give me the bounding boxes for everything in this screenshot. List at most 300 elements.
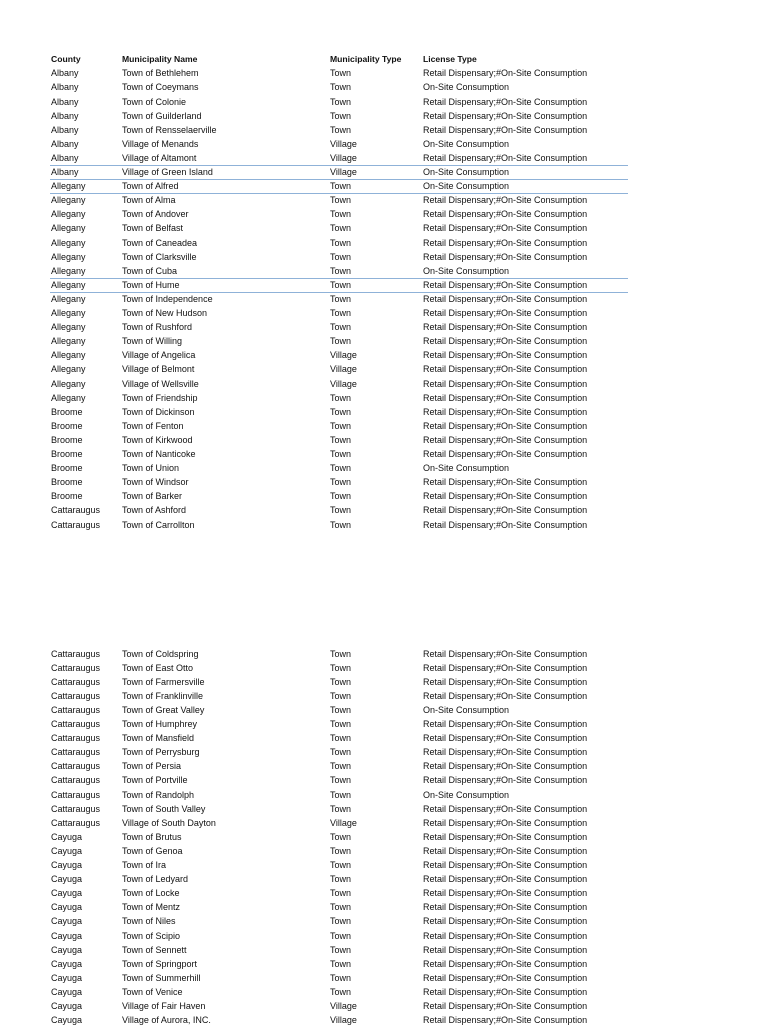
municipality-name-cell: Town of Hume [122, 279, 180, 290]
license-type-cell: Retail Dispensary;#On-Site Consumption [423, 237, 588, 248]
municipality-type-cell: Town [330, 392, 352, 403]
county-cell: Albany [51, 82, 79, 93]
license-type-cell: Retail Dispensary;#On-Site Consumption [423, 308, 588, 318]
municipality-name-cell: Town of Scipio [122, 930, 181, 941]
municipality-name-cell: Town of Venice [122, 986, 183, 997]
municipality-type-cell: Town [330, 293, 352, 304]
table-row [50, 250, 628, 264]
table-row [50, 207, 628, 221]
municipality-name-cell: Town of South Valley [122, 803, 206, 814]
table-row [50, 348, 628, 362]
municipality-type-cell: Town [330, 406, 352, 417]
county-cell: Allegany [51, 293, 86, 304]
license-type-cell: Retail Dispensary;#On-Site Consumption [423, 860, 588, 870]
municipality-type-cell: Town [330, 930, 352, 941]
license-type-cell: Retail Dispensary;#On-Site Consumption [423, 152, 588, 163]
county-cell: Broome [51, 463, 83, 474]
municipality-name-cell: Town of Randolph [122, 789, 195, 800]
municipality-name-cell: Town of Perrysburg [122, 747, 200, 758]
municipality-type-cell: Town [330, 223, 352, 234]
license-type-cell: On-Site Consumption [423, 167, 510, 177]
table-row [50, 773, 628, 787]
license-type-cell: Retail Dispensary;#On-Site Consumption [423, 690, 588, 701]
county-cell: Cayuga [51, 860, 83, 870]
municipality-type-cell: Town [330, 308, 352, 318]
municipality-type-cell: Town [330, 336, 352, 347]
municipality-name-cell: Town of Friendship [122, 392, 198, 403]
table-row [50, 518, 628, 532]
municipality-name-cell: Town of Portville [122, 775, 188, 786]
municipality-name-cell: Town of Colonie [122, 96, 187, 107]
county-cell: Cayuga [51, 1001, 83, 1011]
county-cell: Cayuga [51, 972, 83, 983]
license-type-cell: Retail Dispensary;#On-Site Consumption [423, 958, 588, 969]
municipality-type-cell: Town [330, 986, 352, 997]
municipality-name-cell: Town of Coldspring [122, 648, 199, 659]
municipality-name-cell: Town of Springport [122, 958, 198, 969]
license-type-cell: Retail Dispensary;#On-Site Consumption [423, 279, 588, 290]
table-row [50, 377, 628, 391]
table-row [50, 292, 628, 306]
municipality-type-cell: Town [330, 958, 352, 969]
municipality-name-cell: Town of Dickinson [122, 406, 195, 417]
municipality-name-cell: Town of Kirkwood [122, 434, 193, 445]
table-row [50, 689, 628, 703]
municipality-type-cell: Town [330, 902, 352, 913]
municipality-type-cell: Town [330, 761, 352, 772]
license-type-cell: Retail Dispensary;#On-Site Consumption [423, 96, 588, 107]
municipality-name-cell: Town of Brutus [122, 831, 182, 842]
license-type-cell: Retail Dispensary;#On-Site Consumption [423, 662, 588, 673]
county-cell: Allegany [51, 209, 86, 220]
municipality-name-cell: Town of Mansfield [122, 733, 195, 744]
county-cell: Allegany [51, 392, 86, 403]
municipality-type-cell: Town [330, 209, 352, 220]
county-cell: Cayuga [51, 1015, 83, 1026]
municipality-name-cell: Town of Ledyard [122, 874, 189, 885]
municipality-name-cell: Village of Fair Haven [122, 1001, 206, 1011]
table-row [50, 419, 628, 433]
county-cell: Allegany [51, 279, 86, 290]
municipality-name-cell: Town of Fenton [122, 420, 184, 431]
table-row [50, 123, 628, 137]
county-cell: Allegany [51, 336, 86, 347]
municipality-type-cell: Town [330, 110, 352, 121]
table-row [50, 362, 628, 376]
municipality-type-cell: Village [330, 350, 357, 361]
county-cell: Cattaraugus [51, 747, 101, 758]
municipality-type-cell: Town [330, 704, 352, 715]
municipality-name-cell: Town of Willing [122, 336, 183, 347]
municipality-type-cell: Town [330, 860, 352, 870]
table-row [50, 943, 628, 957]
license-type-cell: Retail Dispensary;#On-Site Consumption [423, 719, 588, 729]
table-row [50, 461, 628, 475]
license-type-cell: Retail Dispensary;#On-Site Consumption [423, 322, 588, 333]
table-row [50, 447, 628, 461]
municipality-name-cell: Town of Ashford [122, 505, 187, 516]
license-type-cell: On-Site Consumption [423, 789, 510, 800]
municipality-type-cell: Town [330, 463, 352, 474]
municipality-name-cell: Town of Persia [122, 761, 182, 772]
license-type-cell: Retail Dispensary;#On-Site Consumption [423, 874, 588, 885]
municipality-type-cell: Town [330, 420, 352, 431]
county-cell: Cattaraugus [51, 648, 101, 659]
license-type-cell: On-Site Consumption [423, 82, 510, 93]
municipality-name-cell: Town of East Otto [122, 662, 194, 673]
license-type-cell: Retail Dispensary;#On-Site Consumption [423, 831, 588, 842]
county-cell: Allegany [51, 350, 86, 361]
license-type-cell: Retail Dispensary;#On-Site Consumption [423, 747, 588, 758]
table-row [50, 165, 628, 180]
municipality-name-cell: Village of Green Island [122, 167, 213, 177]
municipality-type-cell: Village [330, 1001, 357, 1011]
county-cell: Allegany [51, 195, 86, 206]
table-row [50, 745, 628, 759]
municipality-type-cell: Village [330, 138, 357, 149]
license-type-cell: Retail Dispensary;#On-Site Consumption [423, 406, 588, 417]
municipality-type-cell: Village [330, 364, 357, 375]
table-row [50, 405, 628, 419]
county-cell: Albany [51, 124, 79, 135]
county-cell: Cattaraugus [51, 519, 101, 530]
table-row [50, 193, 628, 207]
table-row [50, 717, 628, 731]
municipality-name-cell: Town of Coeymans [122, 82, 199, 93]
license-type-cell: Retail Dispensary;#On-Site Consumption [423, 491, 588, 502]
table-row [50, 872, 628, 886]
license-type-cell: Retail Dispensary;#On-Site Consumption [423, 477, 588, 488]
municipality-type-cell: Town [330, 195, 352, 206]
table-row [50, 66, 628, 80]
table-row [50, 731, 628, 745]
municipality-name-cell: Town of Caneadea [122, 237, 198, 248]
municipality-type-cell: Town [330, 322, 352, 333]
county-cell: Broome [51, 406, 83, 417]
county-cell: Cattaraugus [51, 690, 101, 701]
municipality-type-cell: Village [330, 378, 357, 389]
municipality-name-cell: Town of Barker [122, 491, 183, 502]
header-county: County [51, 54, 81, 64]
municipality-type-cell: Town [330, 279, 352, 290]
license-type-cell: Retail Dispensary;#On-Site Consumption [423, 1001, 588, 1011]
license-type-cell: Retail Dispensary;#On-Site Consumption [423, 293, 588, 304]
license-type-cell: Retail Dispensary;#On-Site Consumption [423, 336, 588, 347]
header-municipality-name: Municipality Name [122, 54, 198, 64]
table-row [50, 475, 628, 489]
license-type-cell: Retail Dispensary;#On-Site Consumption [423, 648, 588, 659]
table-row [50, 703, 628, 717]
table-row [50, 816, 628, 830]
header-municipality-type: Municipality Type [330, 54, 402, 64]
table-row [50, 788, 628, 802]
county-cell: Cattaraugus [51, 761, 101, 772]
table-row [50, 391, 628, 405]
license-type-cell: Retail Dispensary;#On-Site Consumption [423, 392, 588, 403]
municipality-name-cell: Town of Rensselaerville [122, 124, 217, 135]
license-type-cell: Retail Dispensary;#On-Site Consumption [423, 449, 588, 459]
municipality-type-cell: Town [330, 96, 352, 107]
license-type-cell: On-Site Consumption [423, 265, 510, 276]
municipality-type-cell: Town [330, 831, 352, 842]
county-cell: Cayuga [51, 831, 83, 842]
municipality-type-cell: Town [330, 789, 352, 800]
license-type-cell: Retail Dispensary;#On-Site Consumption [423, 944, 588, 955]
license-type-cell: Retail Dispensary;#On-Site Consumption [423, 761, 588, 772]
license-type-cell: Retail Dispensary;#On-Site Consumption [423, 845, 588, 856]
municipality-name-cell: Town of Humphrey [122, 719, 198, 729]
county-cell: Allegany [51, 265, 86, 276]
county-cell: Allegany [51, 251, 86, 262]
license-type-cell: On-Site Consumption [423, 138, 510, 149]
table-row [50, 844, 628, 858]
municipality-name-cell: Village of South Dayton [122, 817, 216, 828]
table-row [50, 830, 628, 844]
municipality-type-cell: Town [330, 803, 352, 814]
license-type-cell: Retail Dispensary;#On-Site Consumption [423, 505, 588, 516]
county-cell: Cayuga [51, 930, 83, 941]
license-type-cell: Retail Dispensary;#On-Site Consumption [423, 986, 588, 997]
municipality-name-cell: Town of Alfred [122, 181, 179, 192]
license-type-cell: Retail Dispensary;#On-Site Consumption [423, 930, 588, 941]
table-row [50, 858, 628, 872]
license-type-cell: Retail Dispensary;#On-Site Consumption [423, 434, 588, 445]
county-cell: Broome [51, 491, 83, 502]
header-license-type: License Type [423, 54, 477, 64]
municipality-type-cell: Town [330, 648, 352, 659]
table-row [50, 661, 628, 675]
license-type-cell: Retail Dispensary;#On-Site Consumption [423, 350, 588, 361]
county-cell: Allegany [51, 237, 86, 248]
county-cell: Broome [51, 449, 83, 459]
county-cell: Albany [51, 167, 79, 177]
municipality-type-cell: Town [330, 733, 352, 744]
table-row [50, 489, 628, 503]
table-row [50, 264, 628, 279]
license-type-cell: On-Site Consumption [423, 463, 510, 474]
table-row [50, 306, 628, 320]
municipality-type-cell: Town [330, 944, 352, 955]
table-row [50, 137, 628, 151]
municipality-name-cell: Town of Bethlehem [122, 68, 199, 79]
municipality-type-cell: Town [330, 237, 352, 248]
municipality-type-cell: Town [330, 845, 352, 856]
table-row [50, 675, 628, 689]
county-cell: Allegany [51, 181, 86, 192]
county-cell: Allegany [51, 223, 86, 234]
table-row [50, 929, 628, 943]
municipality-type-cell: Town [330, 662, 352, 673]
county-cell: Allegany [51, 322, 86, 333]
table-row [50, 179, 628, 194]
table-row [50, 503, 628, 517]
license-type-cell: Retail Dispensary;#On-Site Consumption [423, 251, 588, 262]
license-type-cell: Retail Dispensary;#On-Site Consumption [423, 364, 588, 375]
county-cell: Albany [51, 138, 79, 149]
license-type-cell: Retail Dispensary;#On-Site Consumption [423, 888, 588, 899]
municipality-name-cell: Town of Niles [122, 916, 176, 927]
municipality-name-cell: Town of Locke [122, 888, 180, 899]
county-cell: Albany [51, 110, 79, 121]
table-row [50, 236, 628, 250]
table-row [50, 1013, 628, 1027]
license-type-cell: On-Site Consumption [423, 181, 510, 192]
table-row [50, 95, 628, 109]
municipality-type-cell: Town [330, 888, 352, 899]
table-row [50, 109, 628, 123]
county-cell: Albany [51, 68, 79, 79]
license-type-cell: Retail Dispensary;#On-Site Consumption [423, 209, 588, 220]
table-row [50, 999, 628, 1013]
license-type-cell: Retail Dispensary;#On-Site Consumption [423, 124, 588, 135]
municipality-type-cell: Village [330, 167, 357, 177]
municipality-name-cell: Town of Sennett [122, 944, 187, 955]
table-row [50, 334, 628, 348]
table-row [50, 802, 628, 816]
table-row [50, 957, 628, 971]
municipality-name-cell: Town of Summerhill [122, 972, 201, 983]
license-type-cell: Retail Dispensary;#On-Site Consumption [423, 223, 588, 234]
county-cell: Cayuga [51, 986, 83, 997]
municipality-type-cell: Town [330, 747, 352, 758]
municipality-type-cell: Town [330, 972, 352, 983]
table-row [50, 80, 628, 94]
municipality-name-cell: Village of Angelica [122, 350, 196, 361]
county-cell: Cattaraugus [51, 817, 101, 828]
municipality-name-cell: Town of Belfast [122, 223, 184, 234]
county-cell: Broome [51, 477, 83, 488]
license-type-cell: Retail Dispensary;#On-Site Consumption [423, 195, 588, 206]
municipality-name-cell: Village of Belmont [122, 364, 195, 375]
license-type-cell: Retail Dispensary;#On-Site Consumption [423, 378, 588, 389]
municipality-type-cell: Village [330, 1015, 357, 1026]
municipality-type-cell: Town [330, 251, 352, 262]
license-type-cell: Retail Dispensary;#On-Site Consumption [423, 676, 588, 687]
table-row [50, 759, 628, 773]
municipality-name-cell: Town of Independence [122, 293, 213, 304]
license-type-cell: Retail Dispensary;#On-Site Consumption [423, 733, 588, 744]
license-type-cell: Retail Dispensary;#On-Site Consumption [423, 68, 588, 79]
municipality-type-cell: Town [330, 505, 352, 516]
municipality-type-cell: Town [330, 916, 352, 927]
municipality-type-cell: Town [330, 676, 352, 687]
license-type-cell: Retail Dispensary;#On-Site Consumption [423, 803, 588, 814]
license-type-cell: Retail Dispensary;#On-Site Consumption [423, 110, 588, 121]
municipality-type-cell: Town [330, 491, 352, 502]
municipality-name-cell: Town of Windsor [122, 477, 189, 488]
license-type-cell: Retail Dispensary;#On-Site Consumption [423, 972, 588, 983]
municipality-type-cell: Town [330, 68, 352, 79]
municipality-type-cell: Town [330, 719, 352, 729]
municipality-name-cell: Town of Genoa [122, 845, 183, 856]
municipality-name-cell: Village of Wellsville [122, 378, 199, 389]
municipality-type-cell: Town [330, 181, 352, 192]
license-type-cell: Retail Dispensary;#On-Site Consumption [423, 902, 588, 913]
municipality-name-cell: Town of Carrollton [122, 519, 195, 530]
header-row [50, 52, 628, 66]
municipality-type-cell: Town [330, 519, 352, 530]
municipality-name-cell: Town of Clarksville [122, 251, 197, 262]
table-row [50, 433, 628, 447]
county-cell: Cattaraugus [51, 719, 101, 729]
county-cell: Cayuga [51, 888, 83, 899]
municipality-type-cell: Town [330, 82, 352, 93]
table-row [50, 221, 628, 235]
county-cell: Broome [51, 420, 83, 431]
municipality-name-cell: Town of Nanticoke [122, 449, 196, 459]
county-cell: Allegany [51, 308, 86, 318]
county-cell: Cayuga [51, 944, 83, 955]
table-row [50, 971, 628, 985]
county-cell: Cattaraugus [51, 505, 101, 516]
table-row [50, 985, 628, 999]
municipality-name-cell: Town of Union [122, 463, 180, 474]
county-cell: Cayuga [51, 845, 83, 856]
municipality-type-cell: Village [330, 817, 357, 828]
county-cell: Cattaraugus [51, 789, 101, 800]
county-cell: Cattaraugus [51, 704, 101, 715]
municipality-name-cell: Town of Rushford [122, 322, 193, 333]
license-type-cell: Retail Dispensary;#On-Site Consumption [423, 916, 588, 927]
municipality-type-cell: Town [330, 874, 352, 885]
county-cell: Cayuga [51, 874, 83, 885]
municipality-name-cell: Village of Altamont [122, 152, 197, 163]
county-cell: Cattaraugus [51, 803, 101, 814]
county-cell: Cayuga [51, 958, 83, 969]
municipality-type-cell: Town [330, 449, 352, 459]
county-cell: Broome [51, 434, 83, 445]
municipality-type-cell: Town [330, 124, 352, 135]
county-cell: Albany [51, 152, 79, 163]
county-cell: Cattaraugus [51, 733, 101, 744]
county-cell: Cayuga [51, 916, 83, 927]
county-cell: Cattaraugus [51, 662, 101, 673]
license-type-cell: Retail Dispensary;#On-Site Consumption [423, 817, 588, 828]
municipality-name-cell: Town of Farmersville [122, 676, 205, 687]
municipality-type-cell: Town [330, 775, 352, 786]
municipality-type-cell: Village [330, 152, 357, 163]
county-cell: Allegany [51, 378, 86, 389]
license-type-cell: Retail Dispensary;#On-Site Consumption [423, 519, 588, 530]
municipality-name-cell: Town of Guilderland [122, 110, 202, 121]
table-row [50, 320, 628, 334]
municipality-type-cell: Town [330, 690, 352, 701]
table-row [50, 886, 628, 900]
table-row [50, 900, 628, 914]
table-row [50, 278, 628, 293]
county-cell: Albany [51, 96, 79, 107]
municipality-name-cell: Town of Mentz [122, 902, 181, 913]
table-row [50, 647, 628, 661]
municipality-name-cell: Town of Andover [122, 209, 189, 220]
municipality-name-cell: Town of Alma [122, 195, 176, 206]
municipality-name-cell: Town of Great Valley [122, 704, 205, 715]
county-cell: Cattaraugus [51, 775, 101, 786]
county-cell: Allegany [51, 364, 86, 375]
municipality-name-cell: Town of Ira [122, 860, 167, 870]
municipality-type-cell: Town [330, 477, 352, 488]
license-type-cell: Retail Dispensary;#On-Site Consumption [423, 1015, 588, 1026]
table-row [50, 151, 628, 166]
county-cell: Cayuga [51, 902, 83, 913]
license-type-cell: On-Site Consumption [423, 704, 510, 715]
municipality-name-cell: Town of Franklinville [122, 690, 204, 701]
table-row [50, 914, 628, 928]
municipality-name-cell: Town of Cuba [122, 265, 178, 276]
county-cell: Cattaraugus [51, 676, 101, 687]
municipality-name-cell: Village of Menands [122, 138, 199, 149]
license-type-cell: Retail Dispensary;#On-Site Consumption [423, 420, 588, 431]
